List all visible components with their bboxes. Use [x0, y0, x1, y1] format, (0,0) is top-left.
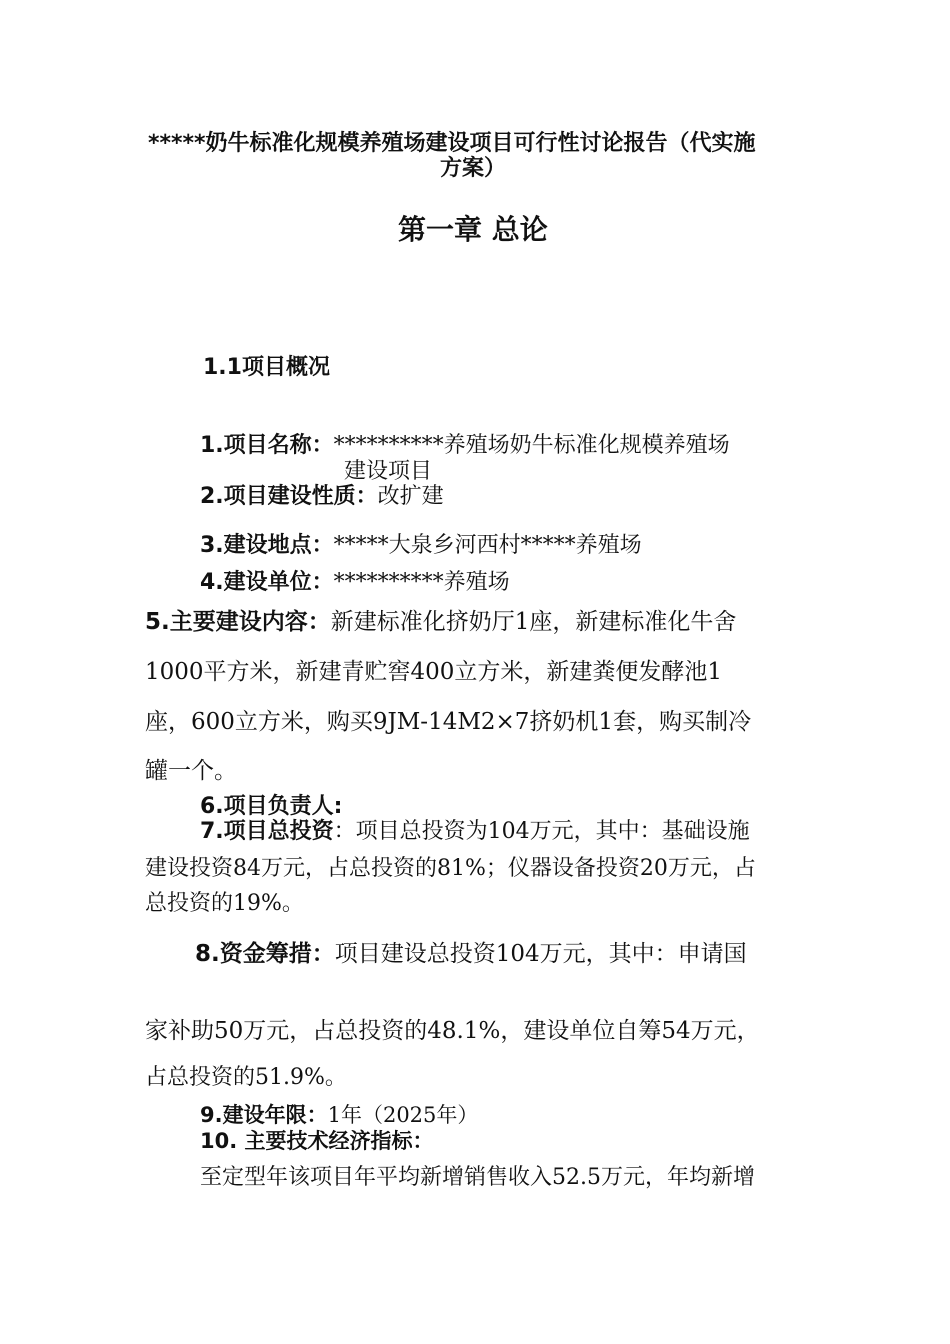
item-unit [200, 565, 510, 596]
item-label: 3.建设地点： [200, 533, 334, 558]
item-total-investment-line-3: 总投资的19%。 [145, 891, 304, 916]
item-value: **********养殖场奶牛标准化规模养殖场 [333, 433, 730, 458]
report-title-line-2: 方案） [440, 156, 507, 181]
item-total-investment-line-2: 建设投资84万元，占总投资的81%；仪器设备投资20万元，占 [145, 856, 756, 881]
item-label: 8.资金筹措： [195, 941, 335, 967]
item-label: 5.主要建设内容： [145, 609, 331, 635]
item-value: **********养殖场 [333, 570, 510, 595]
item-label: 2.项目建设性质： [200, 484, 378, 509]
item-project-name [200, 428, 730, 459]
chapter-heading: 第一章 总论 [398, 213, 548, 246]
item-project-leader: 6.项目负责人: [200, 794, 343, 819]
item-fund-raising-line-3: 占总投资的51.9%。 [145, 1065, 347, 1090]
item-value: ：项目总投资为104万元，其中：基础设施 [333, 819, 750, 844]
item-label: 1.项目名称： [200, 433, 334, 458]
item-main-content [145, 603, 736, 636]
item-location [200, 528, 642, 559]
item-fund-raising-line-2: 家补助50万元，占总投资的48.1%，建设单位自筹54万元， [145, 1018, 760, 1044]
item-value: 1年（2025年） [327, 1103, 479, 1127]
item-total-investment [200, 814, 750, 845]
item-technical-indicators: 10. 主要技术经济指标： [200, 1129, 434, 1153]
item-fund-raising [195, 935, 747, 968]
item-label: 7.项目总投资 [200, 819, 334, 844]
item-main-content-line-2: 1000平方米，新建青贮窖400立方米，新建粪便发酵池1 [145, 659, 723, 685]
item-main-content-line-4: 罐一个。 [145, 758, 237, 784]
item-project-name-cont: 建设项目 [344, 459, 433, 484]
item-technical-indicators-line-1: 至定型年该项目年平均新增销售收入52.5万元，年均新增 [200, 1165, 755, 1190]
item-label: 4.建设单位： [200, 570, 334, 595]
item-value: 项目建设总投资104万元，其中：申请国 [334, 941, 747, 967]
item-project-nature [200, 479, 444, 510]
item-label: 9.建设年限： [200, 1103, 328, 1127]
item-value: 改扩建 [377, 484, 444, 509]
item-main-content-line-3: 座，600立方米，购买9JM-14M2×7挤奶机1套，购买制冷 [145, 709, 752, 735]
report-title-line-1: *****奶牛标准化规模养殖场建设项目可行性讨论报告（代实施 [148, 131, 756, 156]
section-heading: 1.1项目概况 [203, 355, 330, 380]
item-value: 新建标准化挤奶厅1座，新建标准化牛舍 [330, 609, 737, 635]
item-value: *****大泉乡河西村*****养殖场 [333, 533, 642, 558]
